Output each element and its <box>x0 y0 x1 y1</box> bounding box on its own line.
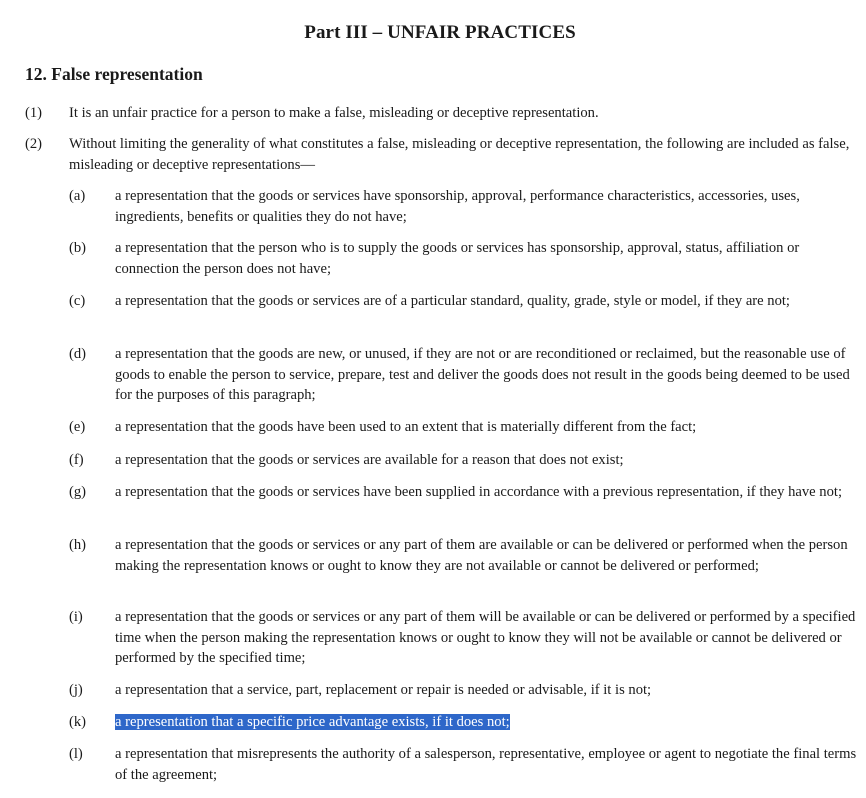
subsection-number: (1) <box>25 105 43 121</box>
paragraph-text: a representation that the goods or services have been supplied in accordance with a previous representation, if they have not; <box>115 484 842 500</box>
selected-text-highlight[interactable]: a representation that a specific price advantage exists, if it does not; <box>115 714 510 730</box>
paragraph-label: (b) <box>69 240 87 256</box>
paragraph-text[interactable] <box>115 712 863 733</box>
paragraph-label: (g) <box>69 484 87 500</box>
paragraph-label: (d) <box>69 346 87 362</box>
paragraph-text: a representation that the goods or services or any part of them are available or can be delivered or performed when the person making the representation knows or ought to know they are not available or cannot be delivered or performed; <box>115 537 848 574</box>
subsection-text: Without limiting the generality of what constitutes a false, misleading or deceptive representation, the following are included as false, misleading or deceptive representations— <box>69 136 850 173</box>
paragraph-label: (l) <box>69 746 83 762</box>
paragraph-text: a representation that the goods or services or any part of them will be available or can be delivered or performed by a specified time when the person making the representation knows or ought to know they will not be available or cannot be delivered or performed by the specified time; <box>115 609 856 666</box>
paragraph-label: (a) <box>69 188 86 204</box>
section-heading: 12. False representation <box>25 64 203 84</box>
paragraph-label: (f) <box>69 452 84 468</box>
paragraph-text: a representation that the goods or services are of a particular standard, quality, grade, style or model, if they are not; <box>115 293 790 309</box>
paragraph-label: (e) <box>69 419 86 435</box>
paragraph-label: (j) <box>69 682 83 698</box>
paragraph-text: a representation that the goods have been used to an extent that is materially different from the fact; <box>115 419 697 435</box>
paragraph-text: a representation that the person who is to supply the goods or services has sponsorship, approval, status, affiliation or connection the person does not have; <box>115 240 800 277</box>
paragraph-text: a representation that the goods or services are available for a reason that does not exist; <box>115 452 624 468</box>
subsection-number: (2) <box>25 136 43 152</box>
paragraph-label: (c) <box>69 293 86 309</box>
paragraph-label: (i) <box>69 609 83 625</box>
subsection-text: It is an unfair practice for a person to make a false, misleading or deceptive representation. <box>69 105 599 121</box>
paragraph-text: a representation that the goods or services have sponsorship, approval, performance characteristics, accessories, uses, ingredients, benefits or qualities they do not have; <box>115 188 800 225</box>
paragraph-text: a representation that a service, part, replacement or repair is needed or advisable, if it is not; <box>115 682 652 698</box>
paragraph-label: (h) <box>69 537 87 553</box>
part-title: Part III – UNFAIR PRACTICES <box>304 22 576 43</box>
paragraph-text: a representation that misrepresents the authority of a salesperson, representative, employee or agent to negotiate the final terms of the agreement; <box>115 746 857 783</box>
paragraph-text: a representation that the goods are new, or unused, if they are not or are reconditioned or reclaimed, but the reasonable use of goods to enable the person to service, prepare, test and deliver the goods does not result in the goods being deemed to be used for the purposes of this paragraph; <box>115 346 850 403</box>
paragraph-label: (k) <box>69 714 87 730</box>
